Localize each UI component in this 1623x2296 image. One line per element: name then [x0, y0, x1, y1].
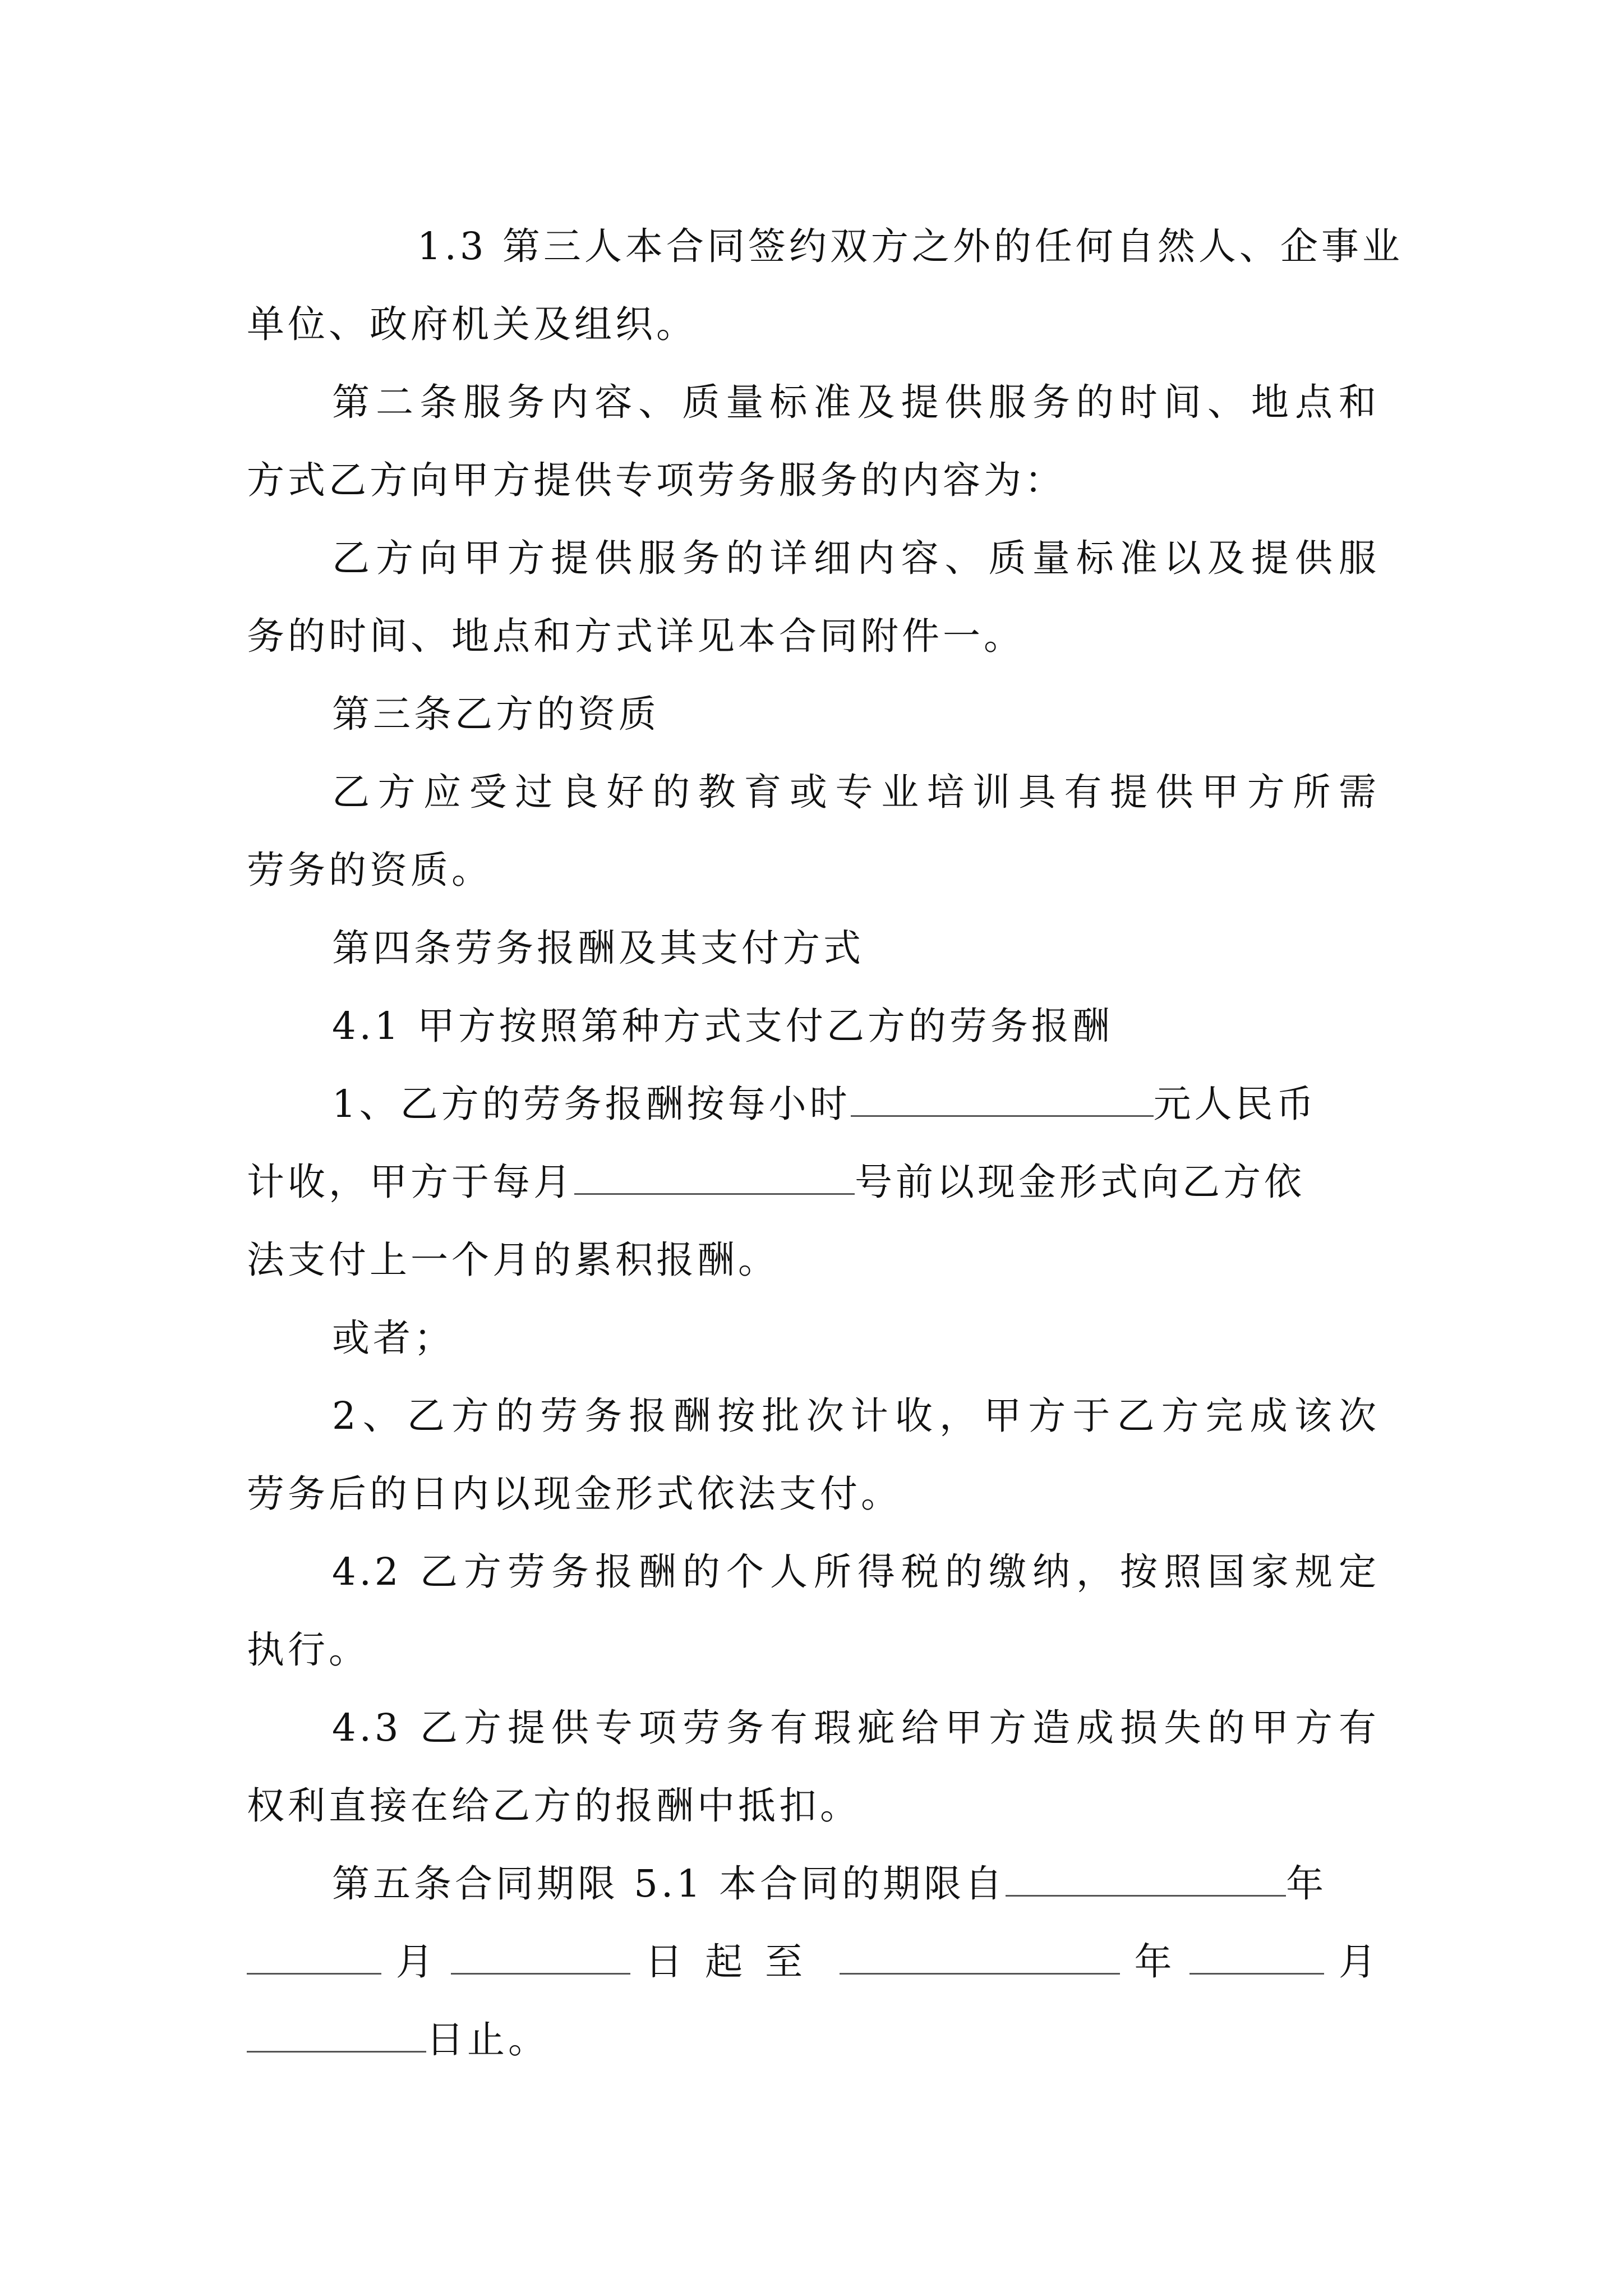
fill-blank-start-year[interactable] — [1006, 1861, 1286, 1897]
article-2 — [247, 364, 1380, 519]
text-line: 第二条服务内容、质量标准及提供服务的时间、地点和 — [332, 380, 1380, 424]
fill-blank-end-year[interactable] — [840, 1939, 1120, 1975]
clause-4-1 — [247, 987, 1380, 1065]
fill-blank-end-day[interactable] — [247, 2017, 426, 2053]
text-line: 4.1 甲方按照第种方式支付乙方的劳务报酬 — [332, 1004, 1113, 1048]
text-line: 第四条劳务报酬及其支付方式 — [332, 926, 864, 970]
text-line: 法支付上一个月的累积报酬。 — [247, 1238, 779, 1282]
text-fragment: 号前以现金形式向乙方依 — [855, 1160, 1305, 1204]
text-line — [247, 1143, 1380, 1221]
text-fragment: 月 — [395, 1940, 437, 1984]
text-line: 乙方应受过良好的教育或专业培训具有提供甲方所需 — [332, 770, 1380, 814]
text-line — [247, 1065, 1380, 1143]
article-5 — [247, 1845, 1380, 2079]
text-line: 2、乙方的劳务报酬按批次计收，甲方于乙方完成该次 — [332, 1394, 1380, 1438]
clause-1-3 — [247, 208, 1403, 364]
text-fragment: 年 — [1134, 1940, 1175, 1984]
fill-blank-start-month[interactable] — [247, 1939, 381, 1975]
text-line: 1.3 第三人本合同签约双方之外的任何自然人、企事业 — [417, 224, 1403, 268]
fill-blank-end-month[interactable] — [1189, 1939, 1324, 1975]
fill-blank-payment-day[interactable] — [574, 1159, 855, 1195]
text-fragment: 日起至 — [645, 1940, 826, 1984]
payment-option-1 — [247, 1065, 1380, 1299]
text-line: 4.2 乙方劳务报酬的个人所得税的缴纳，按照国家规定 — [332, 1550, 1380, 1594]
text-fragment: 日止。 — [426, 2018, 549, 2062]
text-line: 单位、政府机关及组织。 — [247, 302, 697, 346]
text-fragment: 计收，甲方于每月 — [247, 1160, 574, 1204]
document-body — [247, 208, 1403, 2079]
article-3-body — [247, 753, 1380, 909]
text-fragment: 第五条合同期限 5.1 本合同的期限自 — [332, 1862, 1006, 1906]
payment-option-2 — [247, 1377, 1380, 1533]
text-line: 劳务的资质。 — [247, 848, 492, 892]
text-line — [247, 1923, 1380, 2001]
article-4-heading — [247, 909, 1380, 987]
text-line: 方式乙方向甲方提供专项劳务服务的内容为： — [247, 458, 1066, 502]
clause-4-2 — [247, 1533, 1380, 1689]
text-line: 或者； — [332, 1316, 455, 1360]
text-line — [247, 1845, 1380, 1923]
text-line: 执行。 — [247, 1628, 370, 1672]
text-line: 第三条乙方的资质 — [332, 692, 660, 736]
text-line: 务的时间、地点和方式详见本合同附件一。 — [247, 614, 1025, 658]
text-line — [247, 2001, 1380, 2079]
article-3-heading — [247, 675, 1380, 753]
or-separator — [247, 1299, 1380, 1377]
text-fragment: 月 — [1338, 1940, 1380, 1984]
text-fragment: 年 — [1286, 1862, 1327, 1906]
text-line: 劳务后的日内以现金形式依法支付。 — [247, 1472, 902, 1516]
text-fragment: 元人民币 — [1153, 1082, 1317, 1126]
text-line: 4.3 乙方提供专项劳务有瑕疵给甲方造成损失的甲方有 — [332, 1706, 1380, 1750]
article-2-detail — [247, 519, 1380, 675]
text-fragment: 1、乙方的劳务报酬按每小时 — [332, 1082, 851, 1126]
text-line: 乙方向甲方提供服务的详细内容、质量标准以及提供服 — [332, 536, 1380, 580]
text-line: 权利直接在给乙方的报酬中抵扣。 — [247, 1784, 861, 1828]
clause-4-3 — [247, 1689, 1380, 1845]
fill-blank-hourly-rate[interactable] — [851, 1082, 1154, 1117]
fill-blank-start-day[interactable] — [451, 1939, 630, 1975]
